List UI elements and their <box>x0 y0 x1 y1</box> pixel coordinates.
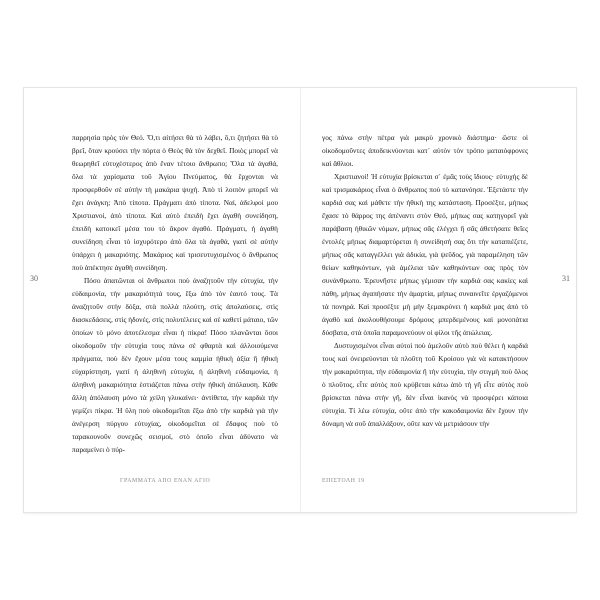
left-page-text <box>72 131 278 456</box>
paragraph: Πόσο ἀπατῶνται οἱ ἄνθρωποι ποὺ ἀναζητοῦν τὴν εὐτυχία, τὴν εὐδαιμονία, τὴν μακαριότητά τους, ἔξω ἀπὸ τὸν ἑαυτό τους. Τὰ ἀναζητοῦν στὴν δόξα, στὰ πολλὰ πλούτη, στὶς ἀπολαύσεις, στὶς διασκεδάσεις, στὶς ἡδονές, στὶς πολυτέλειες καὶ σὲ καθετί μάταιο, τῶν ὁποίων τὸ μόνο ἀποτέλεσμα εἶναι ἡ πίκρα! Πόσο πλανῶνται ὅσοι οἰκοδομοῦν τὴν εὐτυχία τους πάνω σὲ φθαρτὰ καὶ ἀλλοιούμενα πράγματα, ποὺ δὲν ἔχουν μέσα τους καμμία ἠθικὴ ἀξία ἢ ἠθικὴ εὐχαρίστηση, γιατί ἡ ἀληθινὴ εὐτυχία, ἡ ἀληθινὴ εὐδαιμονία, ἡ ἀληθινὴ μακαριότητα ἑστιάζεται πάνω στὴν ἠθικὴ ἀπόλαυση. Κάθε ἄλλη ἀπόλαυση μόνο τὰ χείλη γλυκαίνει· ἀντίθετα, τὴν καρδιὰ τὴν γεμίζει πίκρα. Ἡ ὕλη ποὺ οἰκοδομεῖται ἔξω ἀπὸ τὴν καρδιὰ γιὰ τὴν ἀνέγερση πύργου εὐτυχίας, οἰκοδομεῖται σὲ ἔδαφος ποὺ τὸ ταρακουνοῦν συνεχῶς σεισμοί, στὸ ὁποῖο εἶναι ἀδύνατο νὰ παραμείνει ὁ πύρ- <box>72 276 278 454</box>
paragraph: Χριστιανοί! Ἡ εὐτυχία βρίσκεται σ᾽ ἐμᾶς τοὺς ἴδιους· εὐτυχὴς δὲ καὶ τρισμακάριος εἶναι ὁ ἄνθρωπος ποὺ τὸ κατανόησε. Ἐξετάστε τὴν καρδιά σας καὶ μάθετε τὴν ἠθικὴ της κατάσταση. Προσέξτε, μήπως ἔχασε τὸ θάρρος της ἀπέναντι στὸν Θεό, μήπως σας κατηγορεῖ γιὰ παράβαση ἠθικῶν νόμων, μήπως σᾶς ἐλέγχει ἢ σᾶς ἀθετήσατε θεῖες ἐντολές μήπως διαμαρτύρεται ἡ συνείδησή σας ὅτι τὴν καταπιέζετε, μήπως σᾶς καταγγέλλει γιὰ ἀδικία, γιὰ ψεῦδος, γιὰ παραμέληση τῶν θείων καθηκόντων, γιὰ ἀμέλεια τῶν καθηκόντων σας πρὸς τὸν συνάνθρωπο. Ἐρευνῆστε μήπως γέμισαν τὴν καρδιά σας κακίες καὶ πάθη, μήπως ἀγαπήσατε τὴν ἁμαρτία, μήπως συναινεῖτε ἐργαζόμενοι τὰ πονηρά. Καὶ προσέξτε μὴ μὴν ξεμακρύνει ἡ καρδιά μας ἀπὸ τὸ ἀγαθὸ καὶ ἀκολουθήσουμε δρόμους μπερδεμένους καὶ μονοπάτια δύσβατα, στὰ ὁποῖα παραμονεύουν οἱ φίλοι τῆς ἀπώλειας. <box>322 172 528 337</box>
paragraph: Δυστυχισμένοι εἶναι αὐτοὶ ποὺ ἀμελοῦν αὐτὸ ποὺ θέλει ἡ καρδιά τους καὶ ὀνειρεύονται τὰ πλοῦτη τοῦ Κροίσου γιὰ νὰ κατακτήσουν τὴν μακαριότητα, τὴν εὐδαιμονία ἢ τὴν εὐτυχία, τὴν στιγμὴ ποὺ ὅλος ὁ πλοῦτος, εἶτε αὐτὸς ποὺ κρύβεται κάτω ἀπὸ τὴ γῆ εἶτε αὐτὸς ποὺ βρίσκεται πάνω στὴν γῆ, δὲν εἶναι ἱκανὸς νὰ προσφέρει κάποια εὐτυχία. Τί λέω εὐτυχία, οὔτε ἀπὸ τὴν κακοδαιμονία δὲν ἔχουν τὴν δύναμη νὰ σοῦ ἀπαλλάξουν, οὔτε καν νὰ μετριάσουν τὴν <box>322 341 528 428</box>
right-running-foot: ΕΠΙΣΤΟΛΗ 19 <box>322 478 365 484</box>
paragraph: γος πάνω στὴν πέτρα γιὰ μακρὺ χρονικὸ διάστημα· ὥστε οἱ οἰκοδομοῦντες ἀποδεικνύονται κατ᾽ αὐτὸν τὸν τρόπο ματαιόφρονες καὶ ἄθλιοι. <box>322 133 528 168</box>
left-page-number: 30 <box>30 274 38 283</box>
right-page-number: 31 <box>562 274 570 283</box>
right-page-text <box>322 131 528 430</box>
book-gutter <box>300 88 301 512</box>
book-spread <box>24 88 576 512</box>
left-running-foot: ΓΡΑΜΜΑΤΑ ΑΠΟ ΕΝΑΝ ΑΓΙΟ <box>120 478 211 484</box>
paragraph: παρρησία πρὸς τὸν Θεό. Ὅ,τι αἰτήσει θὰ τὸ λάβει, ὅ,τι ζητήσει θὰ τὸ βρεῖ, ὅταν κρούσει τὴν πόρτα ὁ Θεὸς θὰ τὸν δεχθεῖ. Ποιὸς μπορεῖ νὰ θεωρηθεῖ εὐτυχέστερος ἀπὸ ἕναν τέτοιο ἄνθρωπο; Ὅλα τὰ ἀγαθά, ὅλα τὰ χαρίσματα τοῦ Ἁγίου Πνεύματος, θὰ ἔρχονται νὰ προσφερθοῦν σὲ αὐτὴν τὴ μακάρια ψυχή. Ἀπὸ τὶ λοιπὸν μπορεῖ νὰ ἔχει ἀνάγκη; Ἀπὸ τίποτα. Πράγματι ἀπὸ τίποτα. Ναί, ἀδελφοί μου Χριστιανοί, ἀπὸ τίποτα. Καὶ αὐτὸ ἐπειδὴ ἔχει ἀγαθὴ συνείδηση, ἐπειδὴ κατοικεῖ μέσα του τὸ ἄκρον ἀγαθό. Πράγματι, ἡ ἀγαθὴ συνείδηση εἶναι τὸ ἰσχυρότερο ἀπὸ ὅλα τὰ ἀγαθά, γιατί σὲ αὐτὴν ὑπάρχει ἡ μακαριότης. Μακάριος καὶ τρισευτυχισμένος ὁ ἄνθρωπος ποὺ ἀπέκτησε ἀγαθὴ συνείδηση. <box>72 133 278 272</box>
